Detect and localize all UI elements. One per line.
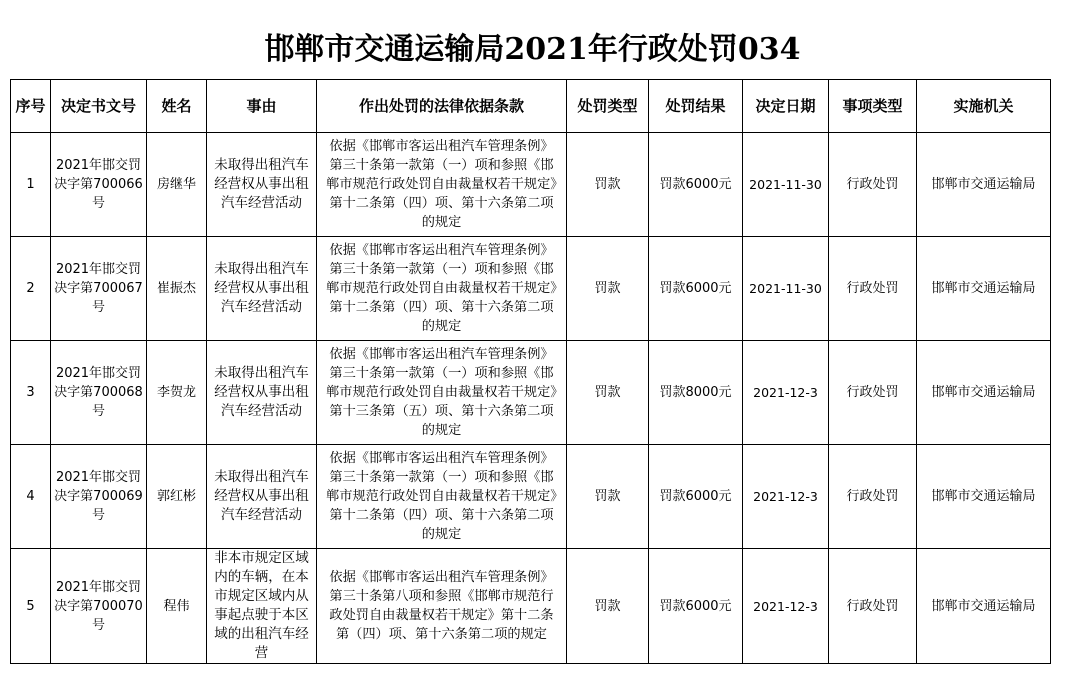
col-header-type: 处罚类型 (567, 80, 649, 133)
cell-date: 2021-12-3 (743, 549, 829, 664)
col-header-reason: 事由 (207, 80, 317, 133)
cell-category: 行政处罚 (829, 549, 917, 664)
cell-category: 行政处罚 (829, 341, 917, 445)
cell-result: 罚款6000元 (649, 445, 743, 549)
cell-date: 2021-12-3 (743, 445, 829, 549)
cell-date: 2021-12-3 (743, 341, 829, 445)
col-header-date: 决定日期 (743, 80, 829, 133)
cell-category: 行政处罚 (829, 445, 917, 549)
cell-basis: 依据《邯郸市客运出租汽车管理条例》第三十条第一款第（一）项和参照《邯郸市规范行政处罚自由裁量权若干规定》第十二条第（四）项、第十六条第二项的规定 (317, 237, 567, 341)
cell-agency: 邯郸市交通运输局 (917, 341, 1051, 445)
cell-no: 4 (11, 445, 51, 549)
cell-basis: 依据《邯郸市客运出租汽车管理条例》第三十条第一款第（一）项和参照《邯郸市规范行政处罚自由裁量权若干规定》第十二条第（四）项、第十六条第二项的规定 (317, 445, 567, 549)
cell-date: 2021-11-30 (743, 237, 829, 341)
cell-doc: 2021年邯交罚决字第700070号 (51, 549, 147, 664)
cell-basis: 依据《邯郸市客运出租汽车管理条例》第三十条第八项和参照《邯郸市规范行政处罚自由裁量权若干规定》第十二条第（四）项、第十六条第二项的规定 (317, 549, 567, 664)
table-row (11, 341, 1051, 445)
cell-no: 3 (11, 341, 51, 445)
col-header-category: 事项类型 (829, 80, 917, 133)
cell-type: 罚款 (567, 237, 649, 341)
cell-basis: 依据《邯郸市客运出租汽车管理条例》第三十条第一款第（一）项和参照《邯郸市规范行政处罚自由裁量权若干规定》第十三条第（五）项、第十六条第二项的规定 (317, 341, 567, 445)
cell-no: 1 (11, 133, 51, 237)
cell-name: 房继华 (147, 133, 207, 237)
page-title: 邯郸市交通运输局2021年行政处罚034 (264, 32, 801, 67)
cell-agency: 邯郸市交通运输局 (917, 133, 1051, 237)
table-row (11, 237, 1051, 341)
cell-reason: 未取得出租汽车经营权从事出租汽车经营活动 (207, 341, 317, 445)
col-header-result: 处罚结果 (649, 80, 743, 133)
table-header-row (11, 80, 1051, 133)
cell-reason: 未取得出租汽车经营权从事出租汽车经营活动 (207, 445, 317, 549)
col-header-doc: 决定书文号 (51, 80, 147, 133)
cell-doc: 2021年邯交罚决字第700067号 (51, 237, 147, 341)
table-row (11, 133, 1051, 237)
cell-type: 罚款 (567, 133, 649, 237)
cell-doc: 2021年邯交罚决字第700066号 (51, 133, 147, 237)
cell-doc: 2021年邯交罚决字第700069号 (51, 445, 147, 549)
penalty-table (10, 79, 1051, 664)
col-header-agency: 实施机关 (917, 80, 1051, 133)
cell-result: 罚款6000元 (649, 133, 743, 237)
cell-agency: 邯郸市交通运输局 (917, 445, 1051, 549)
cell-result: 罚款6000元 (649, 237, 743, 341)
cell-category: 行政处罚 (829, 133, 917, 237)
cell-type: 罚款 (567, 549, 649, 664)
table-row (11, 445, 1051, 549)
cell-reason: 未取得出租汽车经营权从事出租汽车经营活动 (207, 237, 317, 341)
cell-agency: 邯郸市交通运输局 (917, 237, 1051, 341)
cell-name: 程伟 (147, 549, 207, 664)
cell-doc: 2021年邯交罚决字第700068号 (51, 341, 147, 445)
cell-name: 郭红彬 (147, 445, 207, 549)
col-header-basis: 作出处罚的法律依据条款 (317, 80, 567, 133)
cell-basis: 依据《邯郸市客运出租汽车管理条例》第三十条第一款第（一）项和参照《邯郸市规范行政处罚自由裁量权若干规定》第十二条第（四）项、第十六条第二项的规定 (317, 133, 567, 237)
cell-name: 崔振杰 (147, 237, 207, 341)
cell-no: 2 (11, 237, 51, 341)
cell-name: 李贺龙 (147, 341, 207, 445)
cell-type: 罚款 (567, 341, 649, 445)
cell-agency: 邯郸市交通运输局 (917, 549, 1051, 664)
cell-result: 罚款8000元 (649, 341, 743, 445)
col-header-name: 姓名 (147, 80, 207, 133)
cell-category: 行政处罚 (829, 237, 917, 341)
cell-reason: 未取得出租汽车经营权从事出租汽车经营活动 (207, 133, 317, 237)
cell-no: 5 (11, 549, 51, 664)
cell-reason: 非本市规定区域内的车辆，在本市规定区域内从事起点驶于本区域的出租汽车经营 (207, 549, 317, 664)
cell-date: 2021-11-30 (743, 133, 829, 237)
table-row (11, 549, 1051, 664)
cell-type: 罚款 (567, 445, 649, 549)
col-header-no: 序号 (11, 80, 51, 133)
cell-result: 罚款6000元 (649, 549, 743, 664)
